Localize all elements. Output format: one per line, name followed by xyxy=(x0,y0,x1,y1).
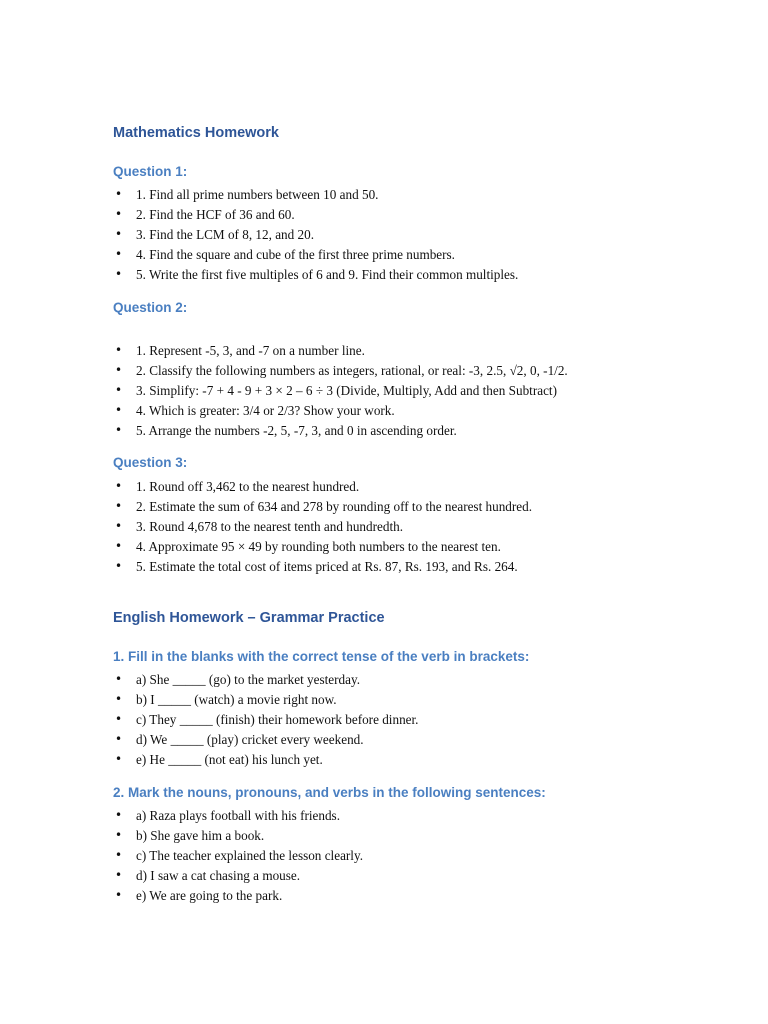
list-item-text: e) He _____ (not eat) his lunch yet. xyxy=(136,751,323,767)
list-item-text: 2. Estimate the sum of 634 and 278 by rounding off to the nearest hundred. xyxy=(136,498,533,514)
bullet-icon: • xyxy=(115,808,123,822)
bullet-icon: • xyxy=(115,382,123,397)
bullet-icon: • xyxy=(115,479,123,493)
bullet-icon: • xyxy=(115,538,123,553)
bullet-icon: • xyxy=(115,187,123,201)
list-item xyxy=(113,846,363,866)
list-item xyxy=(113,730,418,750)
list-item xyxy=(113,185,518,205)
list-item-text: 3. Round 4,678 to the nearest tenth and hundredth. xyxy=(136,518,403,534)
bullet-icon: • xyxy=(115,402,123,417)
list-item xyxy=(113,497,532,517)
list-item xyxy=(113,750,418,770)
bullet-icon: • xyxy=(115,206,123,221)
math-question-2-list xyxy=(113,341,568,440)
list-item-text: 1. Round off 3,462 to the nearest hundred. xyxy=(136,479,360,494)
list-item-text: a) She _____ (go) to the market yesterday. xyxy=(136,672,360,687)
bullet-icon: • xyxy=(115,558,123,573)
bullet-icon: • xyxy=(115,226,123,241)
english-section-1-list xyxy=(113,670,418,769)
list-item xyxy=(113,690,418,710)
bullet-icon: • xyxy=(115,362,123,377)
list-item-text: 3. Simplify: -7 + 4 - 9 + 3 × 2 – 6 ÷ 3 (Divide, Multiply, Add and then Subtract) xyxy=(136,382,557,398)
list-item xyxy=(113,225,518,245)
list-item-text: 4. Find the square and cube of the first three prime numbers. xyxy=(136,246,455,262)
list-item xyxy=(113,826,363,846)
list-item xyxy=(113,265,518,285)
list-item-text: c) The teacher explained the lesson clearly. xyxy=(136,847,364,863)
list-item-text: b) I _____ (watch) a movie right now. xyxy=(136,691,337,707)
math-question-2-heading: Question 2: xyxy=(113,300,188,315)
english-section-2-heading: 2. Mark the nouns, pronouns, and verbs in the following sentences: xyxy=(113,785,546,800)
list-item-text: 5. Arrange the numbers -2, 5, -7, 3, and 0 in ascending order. xyxy=(136,422,457,438)
list-item-text: 1. Represent -5, 3, and -7 on a number line. xyxy=(136,343,365,358)
english-section-1-heading: 1. Fill in the blanks with the correct tense of the verb in brackets: xyxy=(113,649,530,664)
list-item-text: 3. Find the LCM of 8, 12, and 20. xyxy=(136,226,315,242)
list-item xyxy=(113,670,418,690)
list-item-text: c) They _____ (finish) their homework before dinner. xyxy=(136,711,419,727)
list-item xyxy=(113,361,568,381)
list-item xyxy=(113,421,568,441)
bullet-icon: • xyxy=(115,343,123,357)
list-item-text: 5. Estimate the total cost of items priced at Rs. 87, Rs. 193, and Rs. 264. xyxy=(136,558,518,574)
math-question-3-heading: Question 3: xyxy=(113,455,188,470)
list-item-text: 1. Find all prime numbers between 10 and 50. xyxy=(136,187,379,202)
list-item xyxy=(113,381,568,401)
list-item xyxy=(113,517,532,537)
math-question-1-heading: Question 1: xyxy=(113,164,188,179)
list-item-text: b) She gave him a book. xyxy=(136,827,265,843)
bullet-icon: • xyxy=(115,691,123,706)
list-item-text: 2. Classify the following numbers as integers, rational, or real: -3, 2.5, √2, 0, -1/2. xyxy=(136,362,568,378)
list-item-text: 4. Which is greater: 3/4 or 2/3? Show your work. xyxy=(136,402,395,418)
list-item xyxy=(113,710,418,730)
list-item xyxy=(113,806,363,826)
math-title: Mathematics Homework xyxy=(113,125,279,141)
list-item xyxy=(113,886,363,906)
bullet-icon: • xyxy=(115,867,123,882)
english-section-2-list xyxy=(113,806,363,905)
bullet-icon: • xyxy=(115,498,123,513)
bullet-icon: • xyxy=(115,827,123,842)
list-item xyxy=(113,477,532,497)
bullet-icon: • xyxy=(115,731,123,746)
list-item-text: e) We are going to the park. xyxy=(136,887,283,903)
list-item xyxy=(113,401,568,421)
bullet-icon: • xyxy=(115,751,123,766)
list-item-text: d) I saw a cat chasing a mouse. xyxy=(136,867,301,883)
list-item-text: 2. Find the HCF of 36 and 60. xyxy=(136,206,295,222)
list-item-text: 5. Write the first five multiples of 6 and 9. Find their common multiples. xyxy=(136,266,519,282)
list-item xyxy=(113,557,532,577)
bullet-icon: • xyxy=(115,887,123,902)
list-item xyxy=(113,341,568,361)
bullet-icon: • xyxy=(115,847,123,862)
list-item xyxy=(113,205,518,225)
bullet-icon: • xyxy=(115,266,123,281)
list-item xyxy=(113,537,532,557)
bullet-icon: • xyxy=(115,246,123,261)
bullet-icon: • xyxy=(115,422,123,437)
list-item-text: d) We _____ (play) cricket every weekend. xyxy=(136,731,364,747)
list-item xyxy=(113,866,363,886)
english-title: English Homework – Grammar Practice xyxy=(113,610,385,626)
list-item-text: a) Raza plays football with his friends. xyxy=(136,808,340,823)
list-item xyxy=(113,245,518,265)
math-question-1-list xyxy=(113,185,518,284)
list-item-text: 4. Approximate 95 × 49 by rounding both numbers to the nearest ten. xyxy=(136,538,501,554)
math-question-3-list xyxy=(113,477,532,576)
bullet-icon: • xyxy=(115,518,123,533)
bullet-icon: • xyxy=(115,711,123,726)
bullet-icon: • xyxy=(115,672,123,686)
